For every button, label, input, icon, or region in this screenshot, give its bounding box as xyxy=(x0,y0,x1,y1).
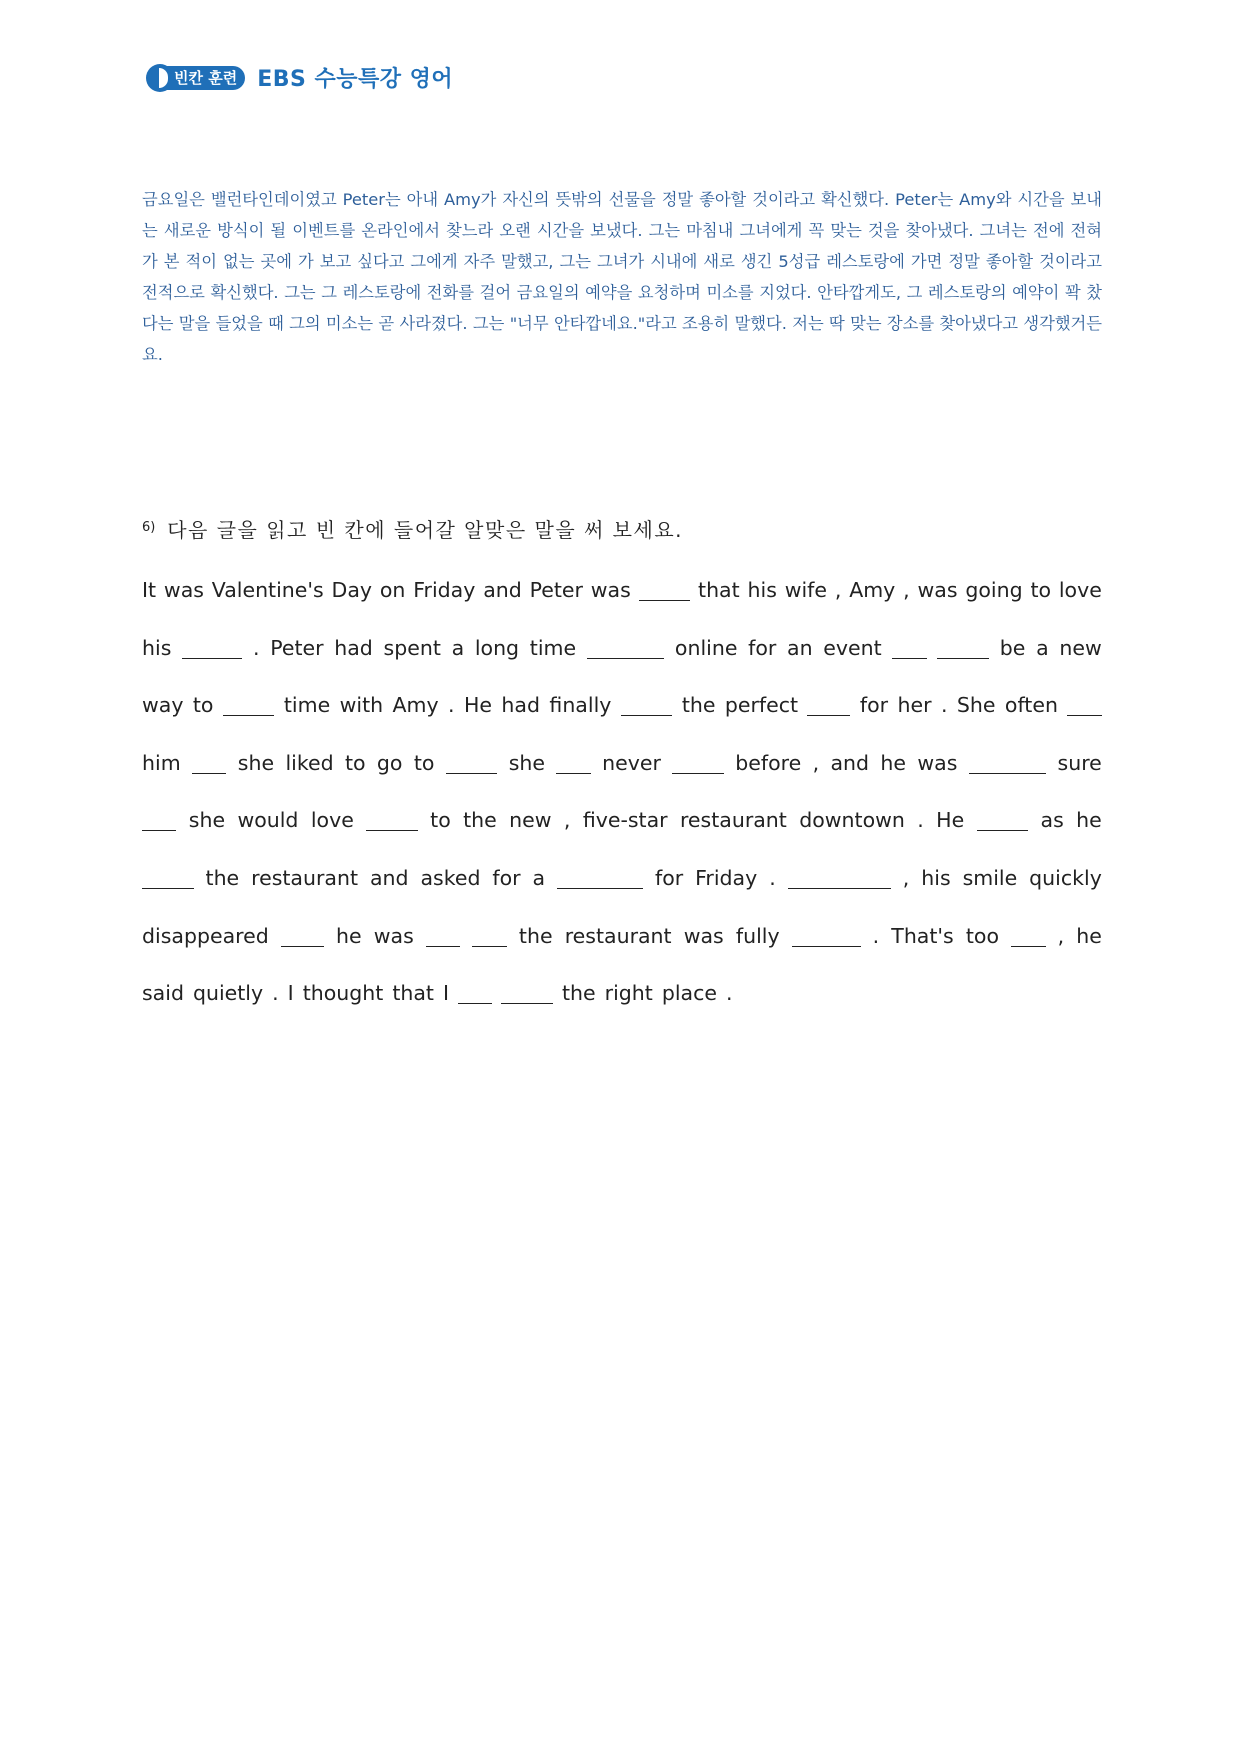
answer-blank[interactable] xyxy=(621,714,673,716)
passage-word: finally xyxy=(549,693,612,718)
passage-line xyxy=(142,578,1102,636)
passage-word: an xyxy=(787,635,813,660)
passage-word: restaurant xyxy=(679,808,787,833)
passage-word: liked xyxy=(285,750,334,775)
answer-blank[interactable] xyxy=(892,657,926,659)
passage-word: fully xyxy=(735,923,780,948)
passage-word: often xyxy=(1004,693,1058,718)
passage-word: would xyxy=(237,808,299,833)
passage-word: for xyxy=(859,693,889,718)
passage-word: a xyxy=(532,865,546,890)
passage-word: for xyxy=(492,865,521,890)
passage-word: for xyxy=(654,865,684,890)
passage-word: she xyxy=(188,808,226,833)
passage-word: that xyxy=(392,981,434,1006)
passage-word: he xyxy=(1076,808,1102,833)
passage-word: going xyxy=(965,578,1023,602)
page-header xyxy=(146,62,453,93)
passage-word: time xyxy=(283,693,331,718)
passage-word: the xyxy=(518,923,553,948)
answer-blank[interactable] xyxy=(587,657,664,659)
passage-word: . xyxy=(872,923,880,948)
answer-blank[interactable] xyxy=(1067,714,1101,716)
passage-word: new xyxy=(1059,635,1102,660)
passage-word: too xyxy=(965,923,999,948)
passage-word: as xyxy=(1040,808,1064,833)
passage-word: love xyxy=(310,808,354,833)
answer-blank[interactable] xyxy=(182,657,242,659)
answer-blank[interactable] xyxy=(192,772,226,774)
answer-blank[interactable] xyxy=(788,887,891,889)
passage-word: new xyxy=(509,808,552,833)
korean-translation: 금요일은 밸런타인데이였고 Peter는 아내 Amy가 자신의 뜻밖의 선물을 정말 좋아할 것이라고 확신했다. Peter는 Amy와 시간을 보내는 새로운 방식이 될 이벤트를 온라인에서 찾느라 오랜 시간을 보냈다. 그는 마침내 그녀에게 꼭 맞는 것을 찾아냈다. 그녀는 전에 전혀 가 본 적이 없는 곳에 가 보고 싶다고 그에게 자주 말했고, 그는 그녀가 시내에 새로 생긴 5성급 레스토랑에 가면 정말 좋아할 것이라고 전적으로 확신했다. 그는 그 레스토랑에 전화를 걸어 금요일의 예약을 요청하며 미소를 지었다. 안타깝게도, 그 레스토랑의 예약이 꽉 찼다는 말을 들었을 때 그의 미소는 곧 사라졌다. 그는 "너무 안타깝네요."라고 조용히 말했다. 저는 딱 맞는 장소를 찾아냈다고 생각했거든요. xyxy=(142,190,1102,364)
passage-word: had xyxy=(334,635,373,660)
passage-word: . xyxy=(917,808,924,833)
passage-word: was xyxy=(683,923,724,948)
answer-blank[interactable] xyxy=(142,887,194,889)
passage-word: a xyxy=(451,635,465,660)
passage-word: smile xyxy=(962,865,1018,890)
passage-word: Friday xyxy=(413,578,476,602)
passage-word: , xyxy=(834,578,842,602)
passage-word: to xyxy=(192,693,214,718)
passage-word: and xyxy=(830,750,870,775)
passage-word: . xyxy=(252,635,260,660)
passage-word: disappeared xyxy=(142,923,269,948)
answer-blank[interactable] xyxy=(639,599,691,601)
answer-blank[interactable] xyxy=(792,945,861,947)
passage-word: she xyxy=(237,750,275,775)
passage-word: on xyxy=(379,578,406,602)
passage-word: It xyxy=(142,578,157,602)
passage-word: He xyxy=(936,808,965,833)
passage-word: long xyxy=(474,635,520,660)
answer-blank[interactable] xyxy=(472,945,506,947)
question-prompt xyxy=(142,514,683,543)
passage-word: Day xyxy=(331,578,373,602)
passage-word: time xyxy=(529,635,577,660)
passage-word: before xyxy=(735,750,802,775)
passage-word: Friday xyxy=(695,865,758,890)
passage-word: quickly xyxy=(1029,865,1102,890)
passage-word: never xyxy=(602,750,661,775)
question-number: 6) xyxy=(142,520,156,535)
passage-word: place xyxy=(661,981,717,1006)
passage-word: the xyxy=(562,981,596,1006)
passage-word: to xyxy=(1030,578,1052,602)
passage-word: had xyxy=(501,693,540,718)
passage-word: perfect xyxy=(724,693,799,718)
passage-line xyxy=(142,981,1102,1039)
passage-word: . xyxy=(448,693,455,718)
passage-word: She xyxy=(956,693,996,718)
passage-word: was xyxy=(163,578,204,602)
answer-blank[interactable] xyxy=(501,1002,553,1004)
passage-word: restaurant xyxy=(251,865,359,890)
passage-word: I xyxy=(287,981,294,1006)
answer-blank[interactable] xyxy=(557,887,643,889)
answer-blank[interactable] xyxy=(556,772,590,774)
passage-word: him xyxy=(142,750,181,775)
answer-blank[interactable] xyxy=(446,772,498,774)
answer-blank[interactable] xyxy=(1011,945,1045,947)
question-text: 다음 글을 읽고 빈 칸에 들어갈 알맞은 말을 써 보세요. xyxy=(167,518,683,542)
passage-word: He xyxy=(463,693,493,718)
passage-word: , xyxy=(563,808,571,833)
passage-word: the xyxy=(681,693,716,718)
cloze-passage xyxy=(142,578,1102,1039)
passage-word: his xyxy=(747,578,777,602)
passage-word: quietly xyxy=(192,981,264,1006)
passage-word: was xyxy=(917,578,958,602)
passage-word: right xyxy=(604,981,653,1006)
passage-word: . xyxy=(272,981,279,1006)
answer-blank[interactable] xyxy=(977,829,1029,831)
passage-word: his xyxy=(142,635,172,660)
answer-blank[interactable] xyxy=(807,714,850,716)
passage-word: spent xyxy=(383,635,441,660)
answer-blank[interactable] xyxy=(458,1002,492,1004)
passage-word: . xyxy=(725,981,733,1006)
passage-word: five-star xyxy=(582,808,668,833)
passage-word: wife xyxy=(784,578,827,602)
passage-word: that xyxy=(698,578,740,602)
passage-word: his xyxy=(921,865,951,890)
passage-word: , xyxy=(903,578,910,602)
answer-blank[interactable] xyxy=(281,945,324,947)
passage-word: her xyxy=(897,693,932,718)
passage-word: and xyxy=(369,865,409,890)
passage-word: online xyxy=(674,635,738,660)
passage-word: That's xyxy=(891,923,954,948)
passage-word: was xyxy=(917,750,958,775)
passage-word: he xyxy=(1076,923,1102,948)
passage-word: Peter xyxy=(270,635,324,660)
passage-word: Peter xyxy=(529,578,583,602)
passage-word: event xyxy=(823,635,882,660)
passage-word: be xyxy=(999,635,1026,660)
passage-word: the xyxy=(463,808,497,833)
passage-word: was xyxy=(590,578,631,602)
passage-word: way xyxy=(142,693,184,718)
passage-word: asked xyxy=(420,865,481,890)
passage-word: thought xyxy=(302,981,384,1006)
passage-word: Amy xyxy=(849,578,896,602)
passage-word: was xyxy=(373,923,414,948)
passage-word: a xyxy=(1036,635,1049,660)
answer-blank[interactable] xyxy=(969,772,1046,774)
passage-word: . xyxy=(769,865,776,890)
passage-word: , xyxy=(812,750,820,775)
header-title: EBS 수능특강 영어 xyxy=(257,67,454,92)
answer-blank[interactable] xyxy=(366,829,418,831)
answer-blank[interactable] xyxy=(937,657,989,659)
passage-word: he xyxy=(880,750,907,775)
badge-circle-icon xyxy=(146,64,174,92)
passage-word: sure xyxy=(1057,750,1102,775)
passage-word: Valentine's xyxy=(211,578,324,602)
passage-word: , xyxy=(1057,923,1065,948)
section-badge xyxy=(146,65,245,91)
passage-line xyxy=(142,751,1102,809)
answer-blank[interactable] xyxy=(426,945,460,947)
passage-word: said xyxy=(142,981,184,1006)
passage-word: Amy xyxy=(392,693,439,718)
passage-word: I xyxy=(442,981,450,1006)
passage-word: go xyxy=(376,750,403,775)
passage-word: to xyxy=(430,808,451,833)
passage-line xyxy=(142,924,1102,982)
passage-word: love xyxy=(1058,578,1102,602)
passage-word: to xyxy=(344,750,366,775)
passage-line xyxy=(142,693,1102,751)
passage-word: and xyxy=(483,578,522,602)
passage-line xyxy=(142,808,1102,866)
answer-blank[interactable] xyxy=(142,829,176,831)
passage-word: , xyxy=(902,865,910,890)
answer-blank[interactable] xyxy=(672,772,724,774)
passage-word: she xyxy=(508,750,546,775)
passage-word: the xyxy=(205,865,240,890)
passage-word: . xyxy=(940,693,948,718)
passage-line xyxy=(142,636,1102,694)
passage-word: with xyxy=(339,693,384,718)
passage-word: restaurant xyxy=(564,923,672,948)
badge-label: 빈칸 훈련 xyxy=(166,66,245,90)
answer-blank[interactable] xyxy=(223,714,275,716)
passage-word: to xyxy=(413,750,435,775)
passage-word: downtown xyxy=(799,808,905,833)
passage-word: he xyxy=(336,923,362,948)
passage-word: for xyxy=(748,635,777,660)
passage-line xyxy=(142,866,1102,924)
